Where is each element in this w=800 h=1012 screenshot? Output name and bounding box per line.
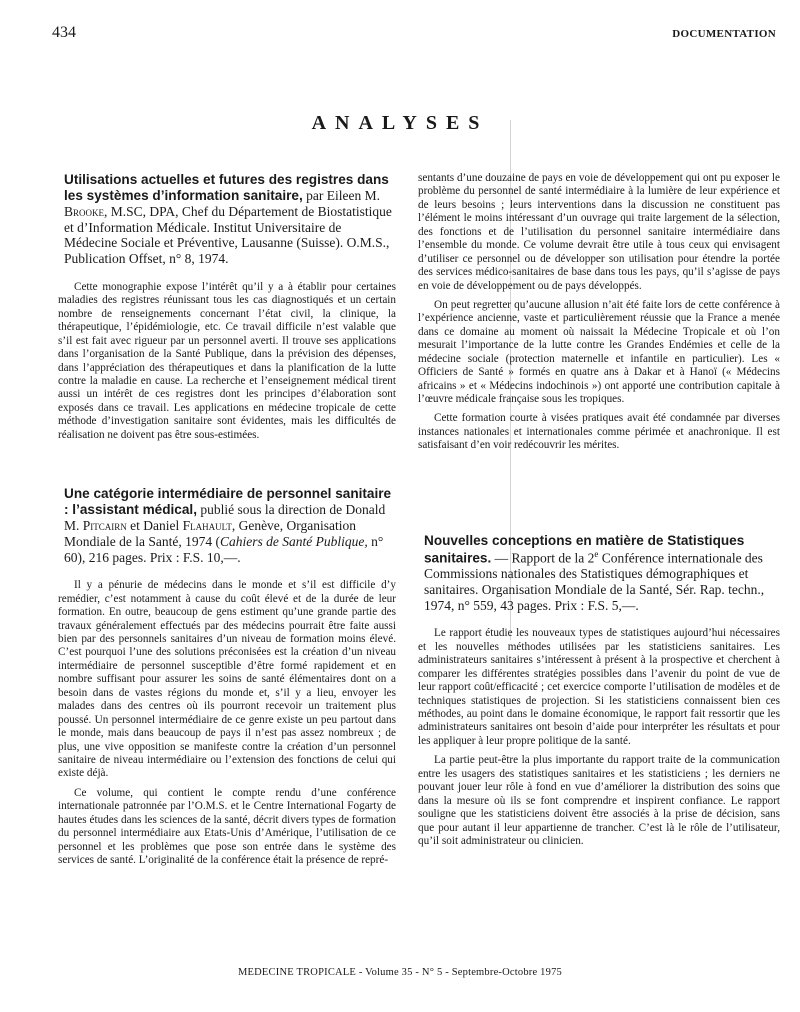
article-2-paragraph: Cette formation courte à visées pratiques avait été condamnée par diverses instances nationales et internationales comme périmée et anachronique. Il est satisfaisant d’en voir redécouvrir les mérites. [418, 412, 780, 452]
article-3-paragraph: Le rapport étudie les nouveaux types de statistiques aujourd’hui nécessaires et les nouvelles méthodes utilisées par les statisticiens sanitaires. Les administrateurs sanitaires s’intéressent à présent à la prospective et cherchent à comparer les différentes stratégies possibles dans l’avenir du point de vue de leur rapport coût/efficacité ; cet exercice comporte l’utilisation de modèles et de techniques statistiques de projection. Si les statisticiens connaissent bien ces méthodes, au point dans le domaine économique, le rapport fait ressortir que les administrateurs sanitaires ont besoin d’aide pour interpréter les résultats et pour les appliquer à leur propre politique de la santé. [418, 627, 780, 747]
article-1-title: Utilisations actuelles et futures des registres dans les systèmes d’information sanitaire, [64, 172, 389, 203]
article-3-title: Nouvelles conceptions en matière de Statistiques sanitaires. [424, 532, 745, 566]
article-3-paragraph: La partie peut-être la plus importante du rapport traite de la communication entre les usagers des statistiques sanitaires et les statisticiens ; les derniers ne pouvant jouer leur rôle à fond en vue d’améliorer la distribution des soins que dans la mesure où ils se font comprendre et inspirent confiance. Le rapport souligne que les statisticiens doivent être associés à la prise de décision, sans que pour autant il leur appartienne de trancher. C’est là le rôle de l’utilisateur, qu’il soit administrateur ou clinicien. [418, 754, 780, 847]
article-1-by: par Eileen M. [306, 187, 380, 203]
article-3-superscript: e [594, 548, 599, 559]
page-number: 434 [52, 24, 76, 41]
article-2-citation-b: et Daniel [126, 517, 183, 533]
right-column [418, 172, 780, 854]
article-1-paragraph: Cette monographie expose l’intérêt qu’il y a à établir pour certaines maladies des registres réunissant tous les cas diagnostiqués et un certain nombre de renseignements concernant l’état civil, la clinique, la thérapeutique, l’épidémiologie, etc. Ce travail difficile n’est valable que s’il est fait avec rigueur par un personnel averti. Il trouve ses applications dans l’organisation de la Santé Publique, dans la prévision des dépenses, dans l’appréciation des thérapeutiques et dans la planification de la lutte contre la maladie en cause. La recherche et l’enseignement médical tirent aussi un intérêt de ces registres dont les principes d’élaboration sont exposés dans ce travail. Les applications en médecine tropicale de cette méthode d’investigation sanitaire sont évidentes, mais les difficultés de réalisation ne doivent pas être sous-estimées. [58, 280, 396, 441]
article-1-heading [58, 172, 396, 267]
article-2-series: Cahiers de Santé Publique, [219, 533, 368, 549]
article-2-author-2: Flahault [182, 517, 232, 533]
article-1-citation: , M.SC, DPA, Chef du Département de Biostatistique et d’Information Médicale. Institut Universitaire de Médecine Sociale et Préventive, Lausanne (Suisse). O.M.S., Publication Offset, n° 8, 1974. [64, 203, 392, 267]
article-2-citation-c: , Genève, Organisation Mondiale de la Santé, 1974 ( [64, 517, 357, 549]
article-2-paragraph: Ce volume, qui contient le compte rendu d’une conférence internationale patronnée par l’O.M.S. et le Centre International Fogarty de hautes études dans les sciences de la santé, décrit divers types de formation du personnel intermédiaire aux Etats-Unis d’Amérique, l’utilisation de ce personnel et les problèmes que pose son entrée dans le système des services de santé. L’originalité de la conférence était la présence de repré- [58, 786, 396, 867]
article-3-citation-a: — Rapport de la 2 [491, 550, 595, 566]
left-column [58, 172, 396, 873]
article-2-paragraph-continued: sentants d’une douzaine de pays en voie de développement qui ont pu exposer le problème du personnel de santé intermédiaire à la lumière de leur expérience et de leurs besoins ; leurs interventions dans la discussion ne constituent pas l’élément le moins intéressant d’un ouvrage qui traite largement de la sélection, des fonctions et de l’utilisation du personnel sanitaire intermédiaire dans l’ensemble du monde. Ce volume devrait être utile à tous ceux qui envisagent d’utiliser ce personnel ou de développer son utilisation pour étendre la portée des services médico-sanitaires de base dans tous les pays, qu’il s’agisse de pays en voie de développement ou de pays développés. [418, 172, 780, 292]
article-2-author-1: Pitcairn [82, 517, 127, 533]
article-1-author: Brooke [64, 203, 105, 219]
article-3-citation-b: Conférence internationale des Commissions nationales des Statistiques démographiques et sanitaires. Organisation Mondiale de la Santé, Sér. Rap. techn., 1974, n° 559, 43 pages. Prix : F.S. 5,—. [424, 550, 765, 613]
article-2-heading [58, 486, 396, 565]
page-footer: MEDECINE TROPICALE - Volume 35 - N° 5 - Septembre-Octobre 1975 [238, 967, 562, 978]
article-2-citation-a: publié sous la direction de Donald M. [64, 502, 386, 533]
article-3-heading [418, 533, 780, 614]
running-header: DOCUMENTATION [672, 28, 776, 40]
article-2-citation-d: n° 60), 216 pages. Prix : F.S. 10,—. [64, 533, 384, 565]
article-2-title: Une catégorie intermédiaire de personnel sanitaire : l’assistant médical, [64, 486, 392, 518]
article-2-paragraph: Il y a pénurie de médecins dans le monde et s’il est difficile d’y remédier, c’est notamment à cause du coût élevé et de la durée de leur formation. En outre, beaucoup de gens estiment qu’une grande partie des travaux généralement effectués par des médecins pourrait être faite aussi bien par des personnels sanitaires d’un niveau de formation moins élevé. C’est pourquoi l’une des solutions préconisées est la création d’un niveau intermédiaire de personnel susceptible d’être formé rapidement et en nombre suffisant pour assurer les soins de santé élémentaires dont on a besoin dans de vastes régions du monde et, s’il y a lieu, envoyer les malades dans des centres où ils pourront recevoir un traitement plus poussé. Un personnel intermédiaire de ce genre existe un peu partout dans le monde, mais dans beaucoup de pays il n’est pas assez nombreux ; de plus, une vive opposition se manifeste contre la création d’un personnel sanitaire de niveau intermédiaire ou l’extension des fonctions de celui qui existe déjà. [58, 579, 396, 780]
article-2-paragraph: On peut regretter qu’aucune allusion n’ait été faite lors de cette conférence à l’expérience ancienne, vaste et particulièrement réussie que la France a menée dans ce domaine au moment où naissait la Médecine Tropicale et où l’on mesurait l’importance de la lutte contre les Grandes Endémies et celle de la médecine sociale (protection maternelle et infantile en particulier). Les « Officiers de Santé » formés en quatre ans à Dakar et à Hanoï (« Médecins africains » et « Médecins indochinois ») ont apporté une contribution capitale à l’œuvre médicale française sous les tropiques. [418, 298, 780, 405]
section-title: ANALYSES [311, 112, 489, 134]
